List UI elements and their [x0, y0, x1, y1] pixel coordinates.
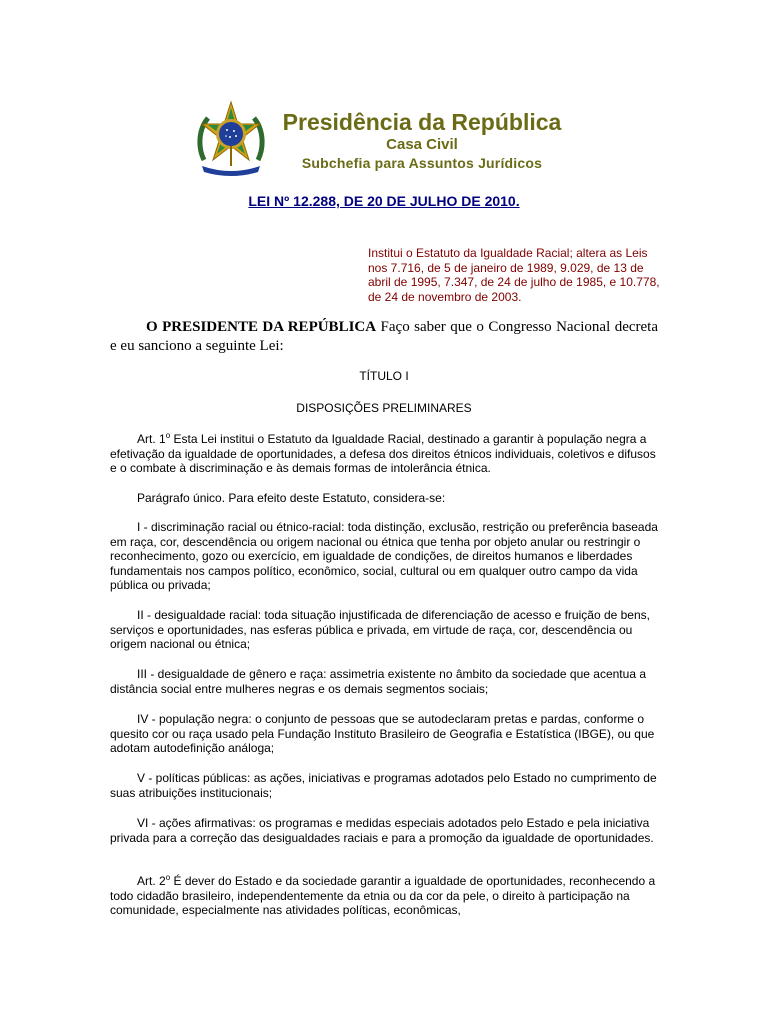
header-subtitle-casa-civil: Casa Civil: [386, 136, 458, 153]
art1-ordinal: o: [165, 431, 171, 440]
document-header: [194, 100, 594, 190]
header-text-block: [272, 108, 572, 172]
inciso-ii: II - desigualdade racial: toda situação injustificada de diferenciação de acesso e fruição de bens, serviços e oportunidades, nas esferas pública e privada, em virtude de raça, cor, descendência ou origem nacional ou étnica;: [110, 608, 650, 652]
art2-ordinal: o: [165, 873, 171, 882]
art1-text: Esta Lei institui o Estatuto da Igualdade Racial, destinado a garantir à população negra a efetivação da igualdade de oportunidades, a defesa dos direitos étnicos individuais, coletivos e difusos e o combate à discriminação e às demais formas de intolerância étnica.: [110, 432, 656, 476]
inciso-i: I - discriminação racial ou étnico-racial: toda distinção, exclusão, restrição ou preferência baseada em raça, cor, descendência ou origem nacional ou étnica que tenha por objeto anular ou restringir o reconhecimento, gozo ou exercício, em igualdade de condições, de direitos humanos e liberdades fundamentais nos campos político, econômico, social, cultural ou em qualquer outro campo da vida pública ou privada;: [110, 520, 658, 593]
inciso-vi: VI - ações afirmativas: os programas e medidas especiais adotados pelo Estado e pela iniciativa privada para a correção das desigualdades raciais e para a promoção da igualdade de oportunidades.: [110, 816, 654, 845]
inciso-v: V - políticas públicas: as ações, iniciativas e programas adotados pelo Estado no cumprimento de suas atribuições institucionais;: [110, 771, 657, 800]
art2-paragraph: [110, 874, 658, 918]
header-subtitle-subchefia: Subchefia para Assuntos Jurídicos: [301, 155, 543, 171]
header-title: Presidência da República: [282, 109, 562, 135]
inciso-iv: IV - população negra: o conjunto de pessoas que se autodeclaram pretas e pardas, conforme o quesito cor ou raça usado pela Fundação Instituto Brasileiro de Geografia e Estatística (IBGE), ou que adotam autodefinição análoga;: [110, 712, 655, 756]
inciso-iii: III - desigualdade de gênero e raça: assimetria existente no âmbito da sociedade que acentua a distância social entre mulheres negras e os demais segmentos sociais;: [110, 667, 646, 696]
preamble-lead: O PRESIDENTE DA REPÚBLICA: [146, 319, 377, 335]
art2-label: Art. 2: [137, 874, 166, 888]
disposicoes-heading: DISPOSIÇÕES PRELIMINARES: [296, 401, 472, 415]
paragrafo-unico: Parágrafo único. Para efeito deste Estatuto, considera-se:: [137, 491, 446, 505]
titulo-heading: TÍTULO I: [359, 369, 409, 383]
preamble-text: Faço saber que o Congresso Nacional decreta e eu sanciono a seguinte Lei:: [110, 319, 658, 354]
law-title-link[interactable]: LEI Nº 12.288, DE 20 DE JULHO DE 2010.: [248, 193, 520, 209]
art2-text: É dever do Estado e da sociedade garantir a igualdade de oportunidades, reconhecendo a todo cidadão brasileiro, independentemente da etnia ou da cor da pele, o direito à participação na comunidade, especialmente nas atividades políticas, econômicas,: [110, 874, 656, 918]
art1-label: Art. 1: [137, 432, 166, 446]
brazil-coat-of-arms-icon: [194, 100, 268, 180]
law-ementa: Institui o Estatuto da Igualdade Racial; altera as Leis nos 7.716, de 5 de janeiro de 1989, 9.029, de 13 de abril de 1995, 7.347, de 24 de julho de 1985, e 10.778, de 24 de novembro de 2003.: [368, 246, 660, 304]
art1-paragraph: [110, 432, 658, 476]
law-preamble: [110, 318, 658, 356]
